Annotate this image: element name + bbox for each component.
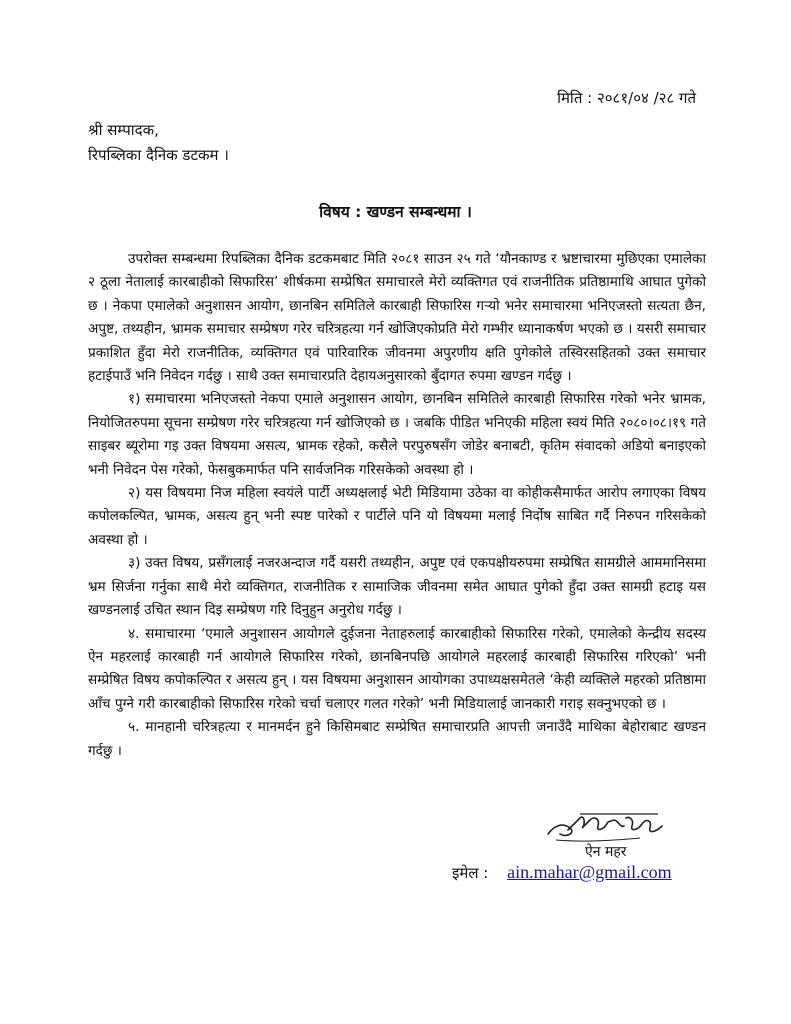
letter-subject: विषय : खण्डन सम्बन्धमा । [319,203,472,221]
body-paragraph-point-1: १) समाचारमा भनिएजस्तो नेकपा एमाले अनुशासन आयोग, छानबिन समितिले कारबाही सिफारिस गरेको भनेर भ्रामक, नियोजितरुपमा सूचना सम्प्रेषण गरेर चरित्रहत्या गर्न खोजिएको छ । जबकि पीडित भनिएकी महिला स्वयं मिति २०८०।०८।१९ गते साइबर ब्यूरोमा गइ उक्त विषयमा असत्य, भ्रामक रहेको, कसैले परपुरुषसँग जोडेर बनाबटी, कृतिम संवादको अडियो बनाइएको भनी निवेदन पेस गरेको, फेसबुकमार्फत पनि सार्वजनिक गरिसकेको अवस्था हो । [88,391,706,478]
body-paragraph-point-5: ५. मानहानी चरित्रहत्या र मानमर्दन हुने किसिमबाट सम्प्रेषित समाचारप्रति आपत्ती जनाउँदै माथिका बेहोराबाट खण्डन गर्दछु । [88,719,706,759]
recipient-address [88,118,229,168]
recipient-title: श्री सम्पादक, [88,121,159,139]
signatory-name: ऐन महर [585,844,627,860]
recipient-organization: रिपब्लिका दैनिक डटकम । [88,146,229,164]
body-paragraph-point-3: ३) उक्त विषय, प्रसँगलाई नजरअन्दाज गर्दै यसरी तथ्यहीन, अपुष्ट एवं एकपक्षीयरुपमा सम्प्रेषित सामग्रीले आममानिसमा भ्रम सिर्जना गर्नुका साथै मेरो व्यक्तिगत, राजनीतिक र सामाजिक जीवनमा समेत आघात पुगेको हुँदा उक्त सामग्री हटाइ यस खण्डनलाई उचित स्थान दिइ सम्प्रेषण गरि दिनुहुन अनुरोध गर्दछु । [88,555,706,619]
email-label: इमेल : [452,864,489,882]
body-paragraph-intro: उपरोक्त सम्बन्धमा रिपब्लिका दैनिक डटकमबाट मिति २०८१ साउन २५ गते ‘यौनकाण्ड र भ्रष्टाचारमा मुछिएका एमालेका २ ठूला नेतालाई कारबाहीको सिफारिस’ शीर्षकमा सम्प्रेषित समाचारले मेरो व्यक्तिगत एवं राजनीतिक प्रतिष्ठामाथि आघात पुगेको छ । नेकपा एमालेको अनुशासन आयोग, छानबिन समितिले कारबाही सिफारिस गर्‍यो भनेर समाचारमा भनिएजस्तो सत्यता छैन, अपुष्ट, तथ्यहीन, भ्रामक समाचार सम्प्रेषण गरेर चरित्रहत्या गर्न खोजिएकोप्रति मेरो गम्भीर ध्यानाकर्षण भएको छ । यसरी समाचार प्रकाशित हुँदा मेरो राजनीतिक, व्यक्तिगत एवं पारिवारिक जीवनमा अपुरणीय क्षति पुगेकोले तस्विरसहितको उक्त समाचार हटाईपाउँ भनि निवेदन गर्दछु । साथै उक्त समाचारप्रति देहायअनुसारको बुँदागत रुपमा खण्डन गर्दछु । [88,251,706,385]
email-address-link[interactable]: ain.mahar@gmail.com [507,862,672,882]
body-paragraph-point-4: ४. समाचारमा ‘एमाले अनुशासन आयोगले दुईजना नेताहरुलाई कारबाहीको सिफारिस गरेको, एमालेको केन्द्रीय सदस्य ऐन महरलाई कारबाही गर्न आयोगले सिफारिस गरेको, छानबिनपछि आयोगले महरलाई कारबाही सिफारिस गरिएको’ भनी सम्प्रेषित विषय कपोकल्पित र असत्य हुन् । यस विषयमा अनुशासन आयोगका उपाध्यक्षसमेतले ‘केही व्यक्तिले महरको प्रतिष्ठामा आँच पुग्ने गरी कारबाहीको सिफारिस गरेको चर्चा चलाएर गलत गरेको’ भनी मिडियालाई जानकारी गराइ सक्नुभएको छ । [88,625,706,712]
letter-body [88,248,706,763]
letter-date: मिति : २०८१/०४ /२८ गते [557,89,696,107]
handwritten-signature [540,808,675,846]
body-paragraph-point-2: २) यस विषयमा निज महिला स्वयंले पार्टी अध्यक्षलाई भेटी मिडियामा उठेका वा कोहीकसैमार्फत आरोप लगाएका विषय कपोलकल्पित, भ्रामक, असत्य हुन् भनी स्पष्ट पारेको र पार्टीले पनि यो विषयमा मलाई निर्दोष साबित गर्दै निरुपन गरिसकेको अवस्था हो । [88,485,706,548]
email-line [452,862,672,883]
